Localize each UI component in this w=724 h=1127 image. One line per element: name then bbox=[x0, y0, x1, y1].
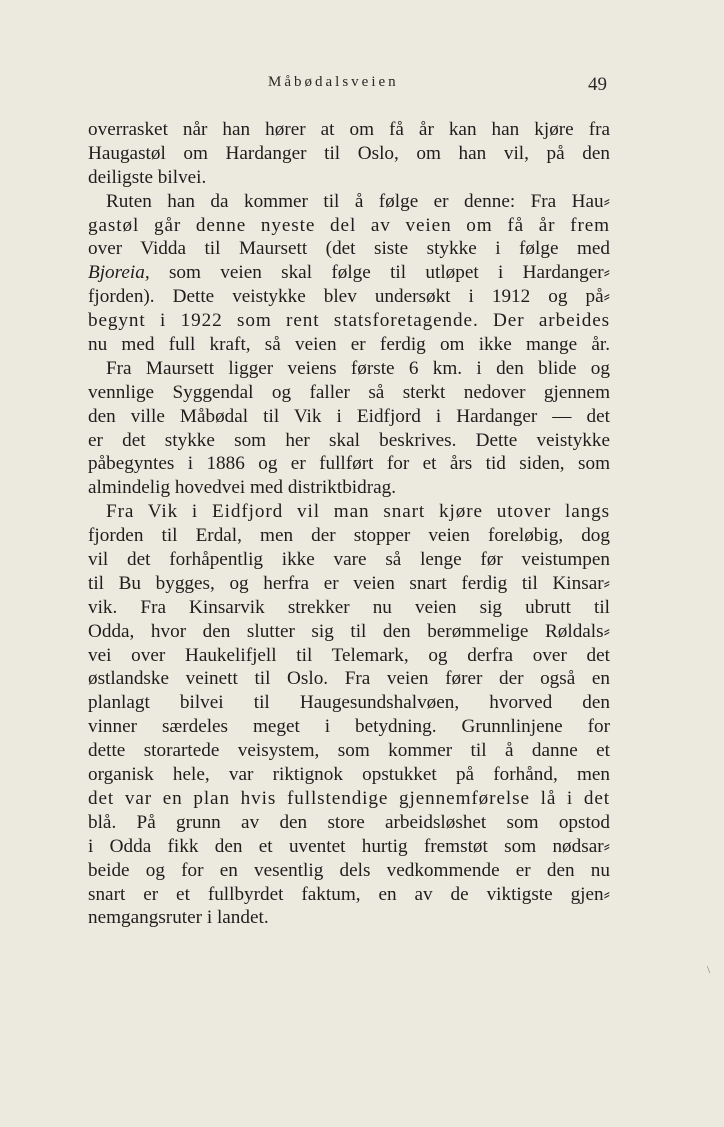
text-line: beide og for en vesentlig dels vedkommende er den nu bbox=[88, 859, 610, 881]
text-line: overrasket når han hører at om få år kan han kjøre fra bbox=[88, 119, 610, 140]
text-line: begynt i 1922 som rent statsforetagende. Der arbeides bbox=[88, 310, 610, 332]
text-line: Bjoreia, som veien skal følge til utløpet i Hardanger⸗ bbox=[88, 262, 610, 284]
text-line: gastøl går denne nyeste del av veien om få år frem bbox=[88, 214, 610, 236]
body-text bbox=[88, 118, 610, 930]
text-line: vik. Fra Kinsarvik strekker nu veien sig ubrutt til bbox=[88, 596, 610, 618]
text-line: Ruten han da kommer til å følge er denne: Fra Hau⸗ bbox=[106, 190, 610, 212]
text-line: til Bu bygges, og herfra er veien snart ferdig til Kinsar⸗ bbox=[88, 572, 610, 594]
text-line: almindelig hovedvei med distriktbidrag. bbox=[88, 477, 397, 499]
text-line: påbegyntes i 1886 og er fullført for et års tid siden, som bbox=[88, 453, 610, 475]
text-line: Fra Maursett ligger veiens første 6 km. i den blide og bbox=[106, 357, 610, 379]
text-line: dette storartede veisystem, som kommer til å danne et bbox=[88, 740, 610, 762]
text-line: Odda, hvor den slutter sig til den berømmelige Røldals⸗ bbox=[88, 620, 610, 642]
text-line: snart er et fullbyrdet faktum, en av de viktigste gjen⸗ bbox=[88, 883, 610, 905]
text-line: vinner særdeles meget i betydning. Grunnlinjene for bbox=[88, 716, 610, 738]
text-line: Fra Vik i Eidfjord vil man snart kjøre utover langs bbox=[106, 501, 610, 523]
text-line: nemgangsruter i landet. bbox=[88, 907, 269, 929]
text-line: er det stykke som her skal beskrives. Dette veistykke bbox=[88, 429, 610, 451]
text-line: vennlige Syggendal og faller så sterkt nedover gjennem bbox=[88, 381, 610, 403]
italic-name: Bjoreia, bbox=[88, 262, 150, 284]
text-line: Haugastøl om Hardanger til Oslo, om han vil, på den bbox=[88, 142, 610, 164]
scan-mark: \ bbox=[707, 964, 711, 976]
running-title: Måbødalsveien bbox=[268, 74, 399, 90]
text-line: fjorden). Dette veistykke blev undersøkt i 1912 og på⸗ bbox=[88, 286, 610, 308]
text-line: i Odda fikk den et uventet hurtig fremstøt som nødsar⸗ bbox=[88, 835, 610, 857]
text-line: den ville Måbødal til Vik i Eidfjord i Hardanger — det bbox=[88, 405, 610, 427]
text-line: fjorden til Erdal, men der stopper veien foreløbig, dog bbox=[88, 525, 610, 547]
text-line: vei over Haukelifjell til Telemark, og derfra over det bbox=[88, 644, 610, 666]
text-line: deiligste bilvei. bbox=[88, 166, 207, 188]
text-line: organisk hele, var riktignok opstukket på forhånd, men bbox=[88, 764, 610, 786]
text-line: blå. På grunn av den store arbeidsløshet som opstod bbox=[88, 811, 610, 833]
text-line: det var en plan hvis fullstendige gjennemførelse lå i det bbox=[88, 787, 610, 809]
text-line: over Vidda til Maursett (det siste stykke i følge med bbox=[88, 238, 610, 260]
text-line: østlandske veinett til Oslo. Fra veien fører der også en bbox=[88, 668, 610, 690]
text-line: nu med full kraft, så veien er ferdig om ikke mange år. bbox=[88, 334, 610, 356]
page-number: 49 bbox=[588, 74, 607, 95]
text-line: vil det forhåpentlig ikke vare så lenge før veistumpen bbox=[88, 549, 610, 571]
text-line: planlagt bilvei til Haugesundshalvøen, hvorved den bbox=[88, 692, 610, 714]
